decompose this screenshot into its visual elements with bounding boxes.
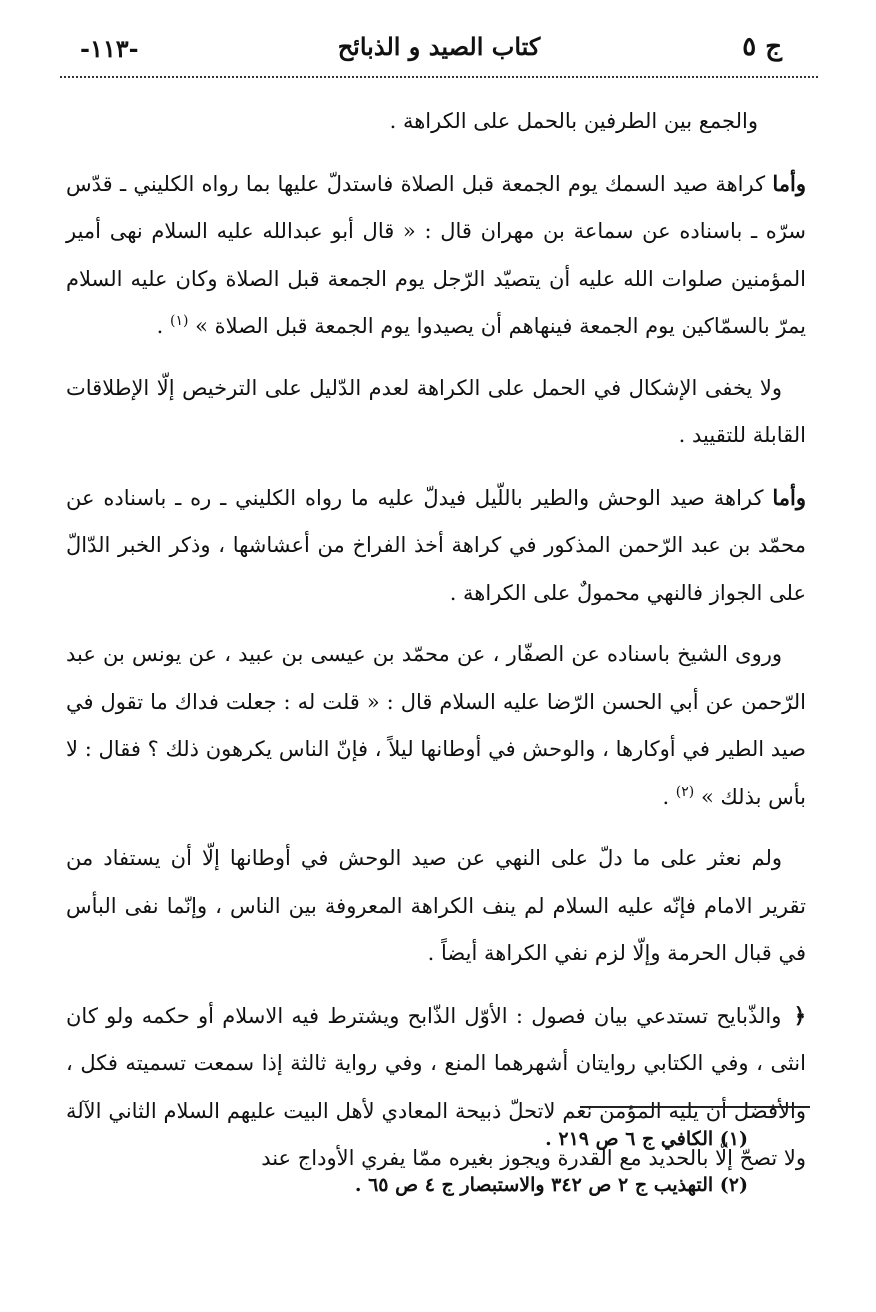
paragraph-text: كراهة صيد الوحش والطير باللّيل فيدلّ عليه ما رواه الكليني ـ ره ـ باسناده عن محمّد بن عبد الرّحمن المذكور في كراهة أخذ الفراخ من أعشاشها ، وذكر الخبر الدّالّ على الجواز فالنهي محمولٌ على الكراهة . [66, 485, 806, 605]
paragraph-text: ولم نعثر على ما دلّ على النهي عن صيد الوحش في أوطانها إلّا أن يستفاد من تقرير الامام فإنّه عليه السلام لم ينف الكراهة المعروفة بين الناس ، وإنّما نفى البأس في قبال الحرمة وإلّا لزم نفي الكراهة أيضاً . [66, 846, 806, 965]
paragraph-text: ولا يخفى الإشكال في الحمل على الكراهة لعدم الدّليل على الترخيص إلّا الإطلاقات القابلة للتقييد . [66, 375, 806, 447]
paragraph-tail: . [662, 784, 676, 809]
page-header [60, 22, 818, 74]
header-divider [60, 76, 818, 78]
paragraph-3 [66, 365, 806, 460]
paragraph-lead: وأما [772, 484, 806, 510]
paragraph-6 [66, 835, 806, 978]
main-text [66, 98, 806, 1189]
paragraph-text: والذّبايح تستدعي بيان فصول : الأوّل الذّابح ويشترط فيه الاسلام أو حكمه ولو كان انثى ، وفي الكتابي روايتان أشهرهما المنع ، وفي رواية ثالثة إذا سمعت تسميته فكل ، والأفضل أن يليه المؤمن نعم لاتحلّ ذبيحة المعادي لأهل البيت عليهم السلام الثاني الآلة ولا تصحّ إلّا بالحديد مع القدرة ويجوز بغيره ممّا يفري الأوداج عند [66, 1003, 806, 1170]
paragraph-5 [66, 631, 806, 821]
chapter-title: كتاب الصيد و الذبائح [337, 32, 541, 61]
paragraph-lead: وأما [772, 170, 806, 196]
paragraph-tail: . [156, 314, 170, 338]
footnote-2: (٢) التهذيب ج ٢ ص ٣٤٢ والاستبصار ج ٤ ص ٦٥ . [354, 1174, 748, 1196]
footnote-ref-1: (١) [169, 313, 189, 329]
paragraph-text: كراهة صيد السمك يوم الجمعة قبل الصلاة فاستدلّ عليها بما رواه الكليني ـ قدّس سرّه ـ باسناده عن سماعة بن مهران قال : « قال أبو عبدالله عليه السلام نهى أمير المؤمنين صلوات الله عليه أن يتصيّد الرّجل يوم الجمعة قبل الصلاة وكان عليه السلام يمرّ بالسمّاكين يوم الجمعة فينهاهم أن يصيدوا يوم الجمعة قبل الصلاة » [66, 171, 807, 338]
paragraph-text: والجمع بين الطرفين بالحمل على الكراهة . [389, 109, 758, 133]
paragraph-text: وروى الشيخ باسناده عن الصفّار ، عن محمّد بن عيسى بن عبيد ، عن يونس بن عبد الرّحمن عن أبي الحسن الرّضا عليه السلام قال : « قلت له : جعلت فداك ما تقول في صيد الطير في أوكارها ، والوحش في أوطانها ليلاً ، فإنّ الناس يكرهون ذلك ؟ فقال : لا بأس بذلك » [66, 642, 806, 809]
paragraph-1 [66, 98, 806, 146]
footnote-ref-2: (٢) [675, 783, 695, 800]
footnote-1: (١) الكافي ج ٦ ص ٢١٩ . [545, 1128, 748, 1150]
paragraph-4 [66, 474, 806, 618]
volume-label: ج ٥ [742, 32, 782, 62]
footnotes [200, 1116, 748, 1208]
paragraph-2 [66, 160, 806, 351]
page-number: -١١٣- [80, 34, 139, 63]
ornament-bracket-icon: ﴿ [793, 1002, 806, 1028]
footnote-divider [580, 1106, 810, 1108]
